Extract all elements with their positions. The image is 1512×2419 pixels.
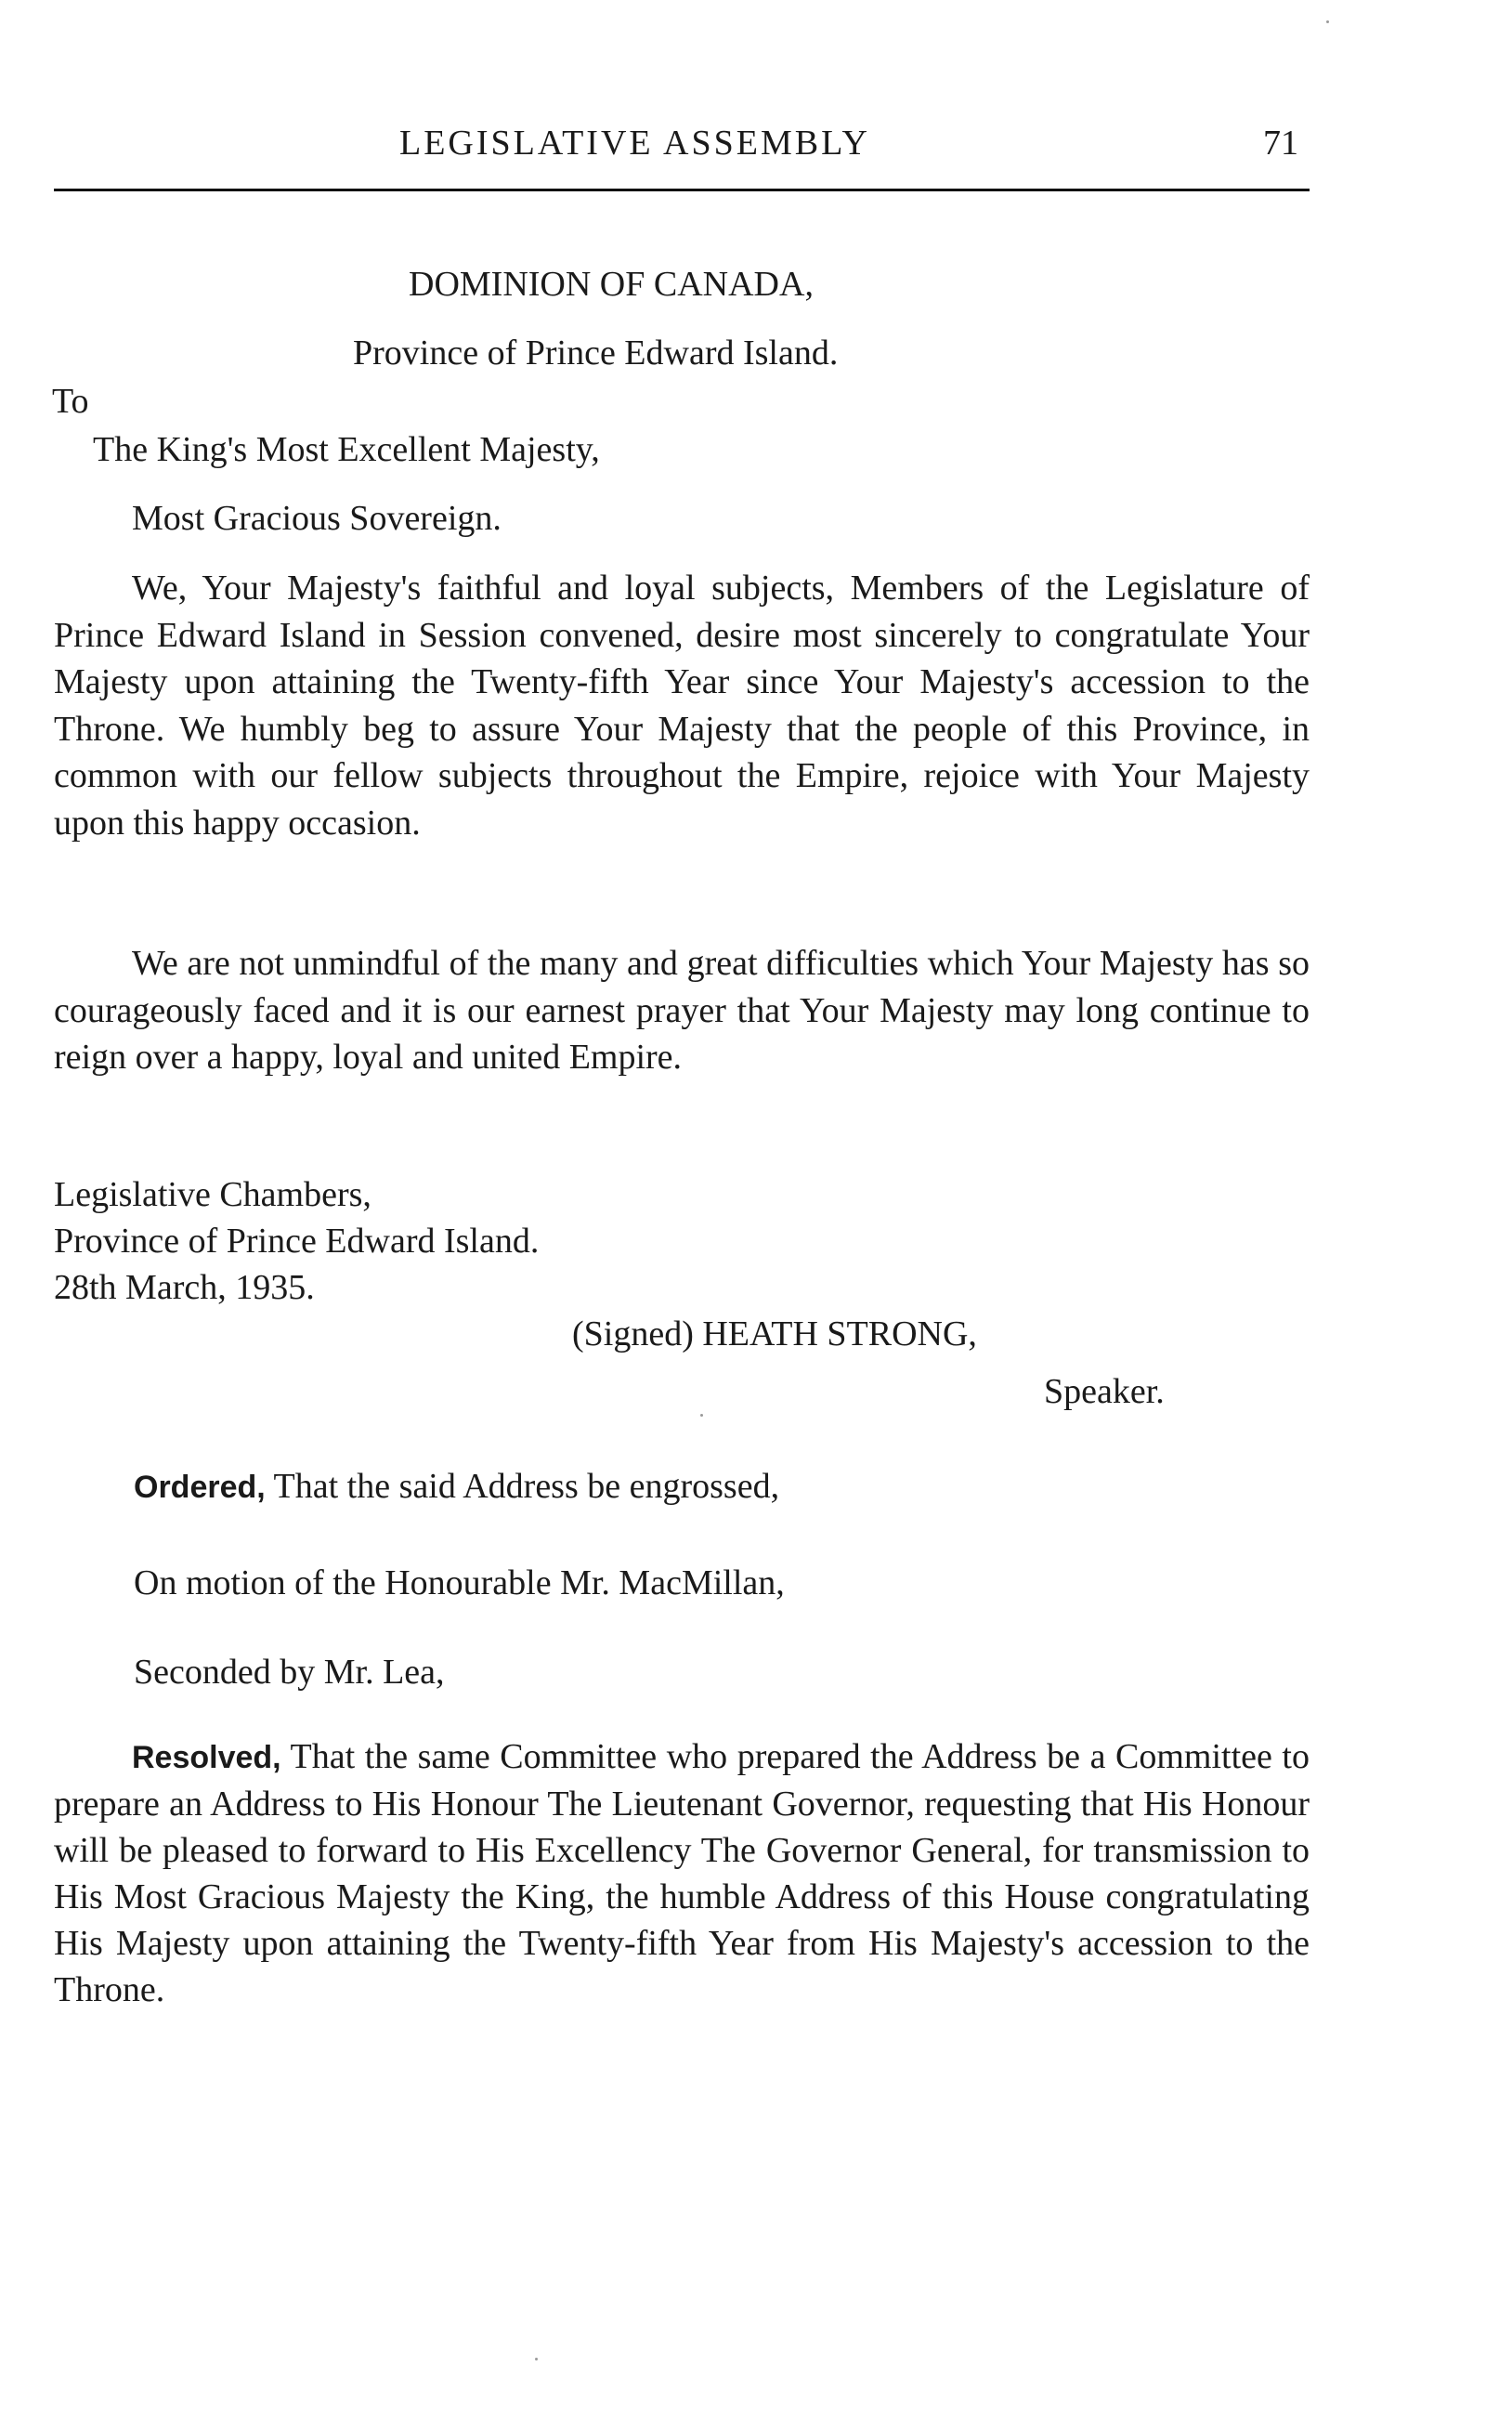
address-paragraph-1: We, Your Majesty's faithful and loyal subjects, Members of the Legislature of Prince Edward Island in Session convened, desire most sincerely to congratulate Your Majesty upon attaining the Twenty-fifth Year since Your Majesty's accession to the Throne. We humbly beg to assure Your Majesty that the people of this Province, in common with our fellow subjects throughout the Empire, rejoice with Your Majesty upon this happy occasion. [54, 569, 1310, 843]
resolved-text: That the same Committee who prepared the Address be a Committee to prepare an Address to His Honour The Lieutenant Governor, requesting that His Honour will be pleased to forward to His Excellency The Governor General, for transmission to His Most Gracious Majesty the King, the humble Address of this House congratulating His Majesty upon attaining the Twenty-fifth Year from His Majesty's accession to the Throne. [54, 1737, 1310, 2009]
address-heading: DOMINION OF CANADA, [409, 265, 814, 304]
address-to: To [52, 382, 89, 421]
resolved-paragraph [54, 1733, 1310, 2013]
address-salutation: Most Gracious Sovereign. [132, 499, 502, 538]
ordered-label: Ordered, [134, 1470, 266, 1505]
running-header-title: LEGISLATIVE ASSEMBLY [399, 124, 870, 163]
ordered-line [134, 1464, 779, 1510]
address-date: 28th March, 1935. [54, 1268, 315, 1307]
ordered-text: That the said Address be engrossed, [273, 1467, 780, 1506]
paper-speck [535, 2358, 538, 2360]
signature-line: (Signed) HEATH STRONG, [572, 1314, 977, 1353]
signer-title: Speaker. [1044, 1372, 1165, 1411]
page-number: 71 [1263, 124, 1298, 163]
place-line-1: Legislative Chambers, [54, 1175, 371, 1214]
resolved-label: Resolved, [132, 1740, 281, 1775]
place-line-2: Province of Prince Edward Island. [54, 1222, 540, 1261]
address-recipient: The King's Most Excellent Majesty, [93, 430, 600, 469]
address-paragraph-2: We are not unmindful of the many and great difficulties which Your Majesty has so courageously faced and it is our earnest prayer that Your Majesty may long continue to reign over a happy, loyal and united Empire. [54, 944, 1310, 1077]
seconded-line: Seconded by Mr. Lea, [134, 1653, 445, 1692]
header-rule [54, 189, 1310, 191]
paper-speck [700, 1414, 703, 1417]
motion-line: On motion of the Honourable Mr. MacMillan, [134, 1563, 785, 1602]
paper-speck [1326, 20, 1329, 23]
address-subheading: Province of Prince Edward Island. [353, 333, 839, 373]
